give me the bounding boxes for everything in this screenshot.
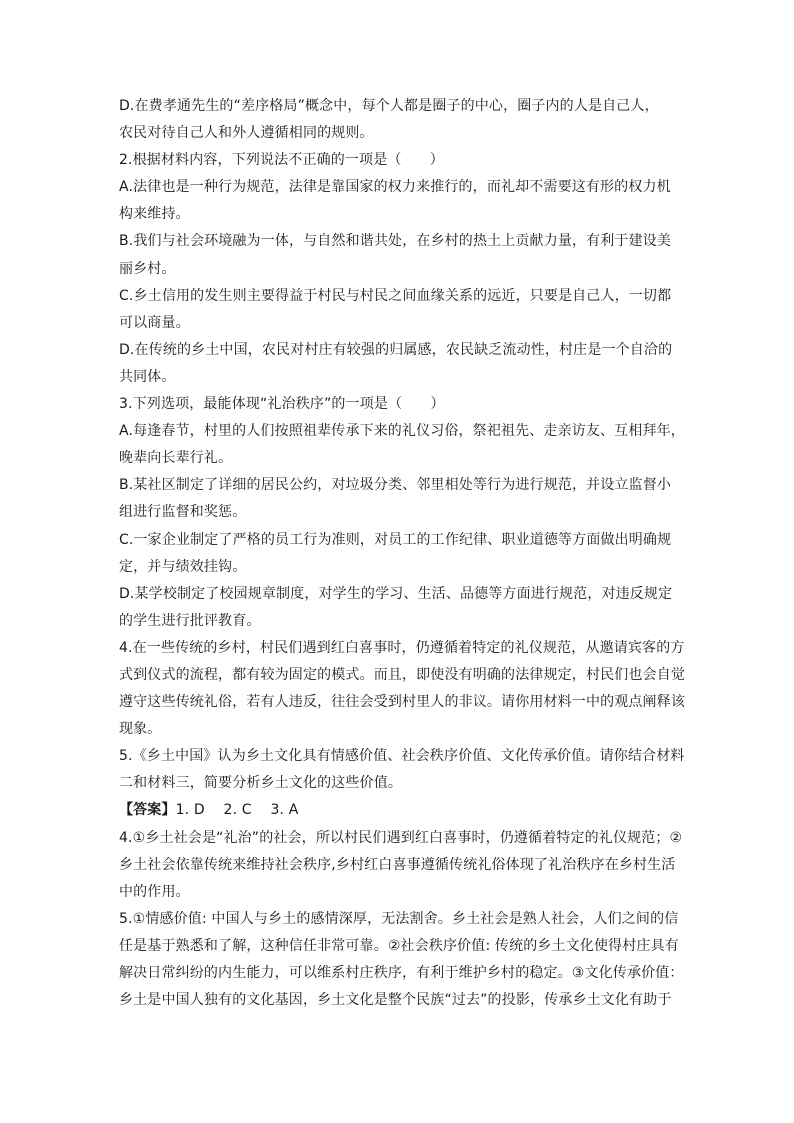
answer-key-line — [119, 797, 699, 824]
option-a: A.每逢春节，村里的人们按照祖辈传承下来的礼仪习俗，祭祀祖先、走亲访友、互相拜年， — [119, 423, 685, 440]
text-line: 乡土社会依靠传统来维持社会秩序,乡村红白喜事遵循传统礼俗体现了礼治秩序在乡村生活 — [119, 856, 676, 873]
text-line: 任是基于熟悉和了解，这种信任非常可靠。②社会秩序价值: 传统的乡土文化使得村庄具有 — [119, 937, 679, 954]
option-d: D.在传统的乡土中国，农民对村庄有较强的归属感，农民缺乏流动性，村庄是一个自洽的 — [119, 341, 673, 358]
text-line: 晚辈向长辈行礼。 — [119, 450, 233, 467]
text-line: 组进行监督和奖惩。 — [119, 504, 247, 521]
option-c: C.乡土信用的发生则主要得益于村民与村民之间血缘关系的远近，只要是自己人，一切都 — [119, 287, 672, 304]
answer-4-text: 4.①乡土社会是“礼治”的社会，所以村民们遇到红白喜事时，仍遵循着特定的礼仪规范；② — [119, 829, 683, 846]
text-line: 乡土是中国人独有的文化基因，乡土文化是整个民族“过去”的投影，传承乡土文化有助于 — [119, 992, 672, 1009]
text-line: 构来维持。 — [119, 206, 190, 223]
question-5-stem: 5.《乡土中国》认为乡土文化具有情感价值、社会秩序价值、文化传承价值。请你结合材料 — [119, 748, 685, 765]
question-3-stem: 3.下列选项，最能体现“礼治秩序”的一项是（ ） — [119, 396, 445, 413]
option-a: A.法律也是一种行为规范，法律是靠国家的权力来推行的，而礼却不需要这有形的权力机 — [119, 179, 671, 196]
text-line: 中的作用。 — [119, 883, 190, 900]
text-line: D.在费孝通先生的“差序格局”概念中，每个人都是圈子的中心，圈子内的人是自己人， — [119, 98, 659, 114]
text-line: 农民对待自己人和外人遵循相同的规则。 — [119, 125, 374, 142]
answer-choices: 1. D 2. C 3. A — [175, 802, 299, 819]
option-b: B.我们与社会环境融为一体，与自然和谐共处，在乡村的热土上贡献力量，有利于建设美 — [119, 233, 672, 250]
text-line: 丽乡村。 — [119, 260, 176, 277]
text-line: 解决日常纠纷的内生能力，可以维系村庄秩序，有利于维护乡村的稳定。③文化传承价值： — [119, 965, 684, 981]
answer-5-text: 5.①情感价值: 中国人与乡土的感情深厚，无法割舍。乡土社会是熟人社会，人们之间的信 — [119, 910, 679, 927]
text-line: 遵守这些传统礼俗，若有人违反，往往会受到村里人的非议。请你用材料一中的观点阐释该 — [119, 694, 685, 711]
text-line: 现象。 — [119, 721, 162, 738]
answer-label: 【答案】 — [119, 802, 176, 819]
option-c: C.一家企业制定了严格的员工行为准则，对员工的工作纪律、职业道德等方面做出明确规 — [119, 531, 672, 548]
option-b: B.某社区制定了详细的居民公约，对垃圾分类、邻里相处等行为进行规范，并设立监督小 — [119, 477, 672, 494]
text-line: 的学生进行批评教育。 — [119, 612, 261, 629]
text-line: 可以商量。 — [119, 314, 190, 331]
text-line: 共同体。 — [119, 368, 176, 385]
text-line: 定，并与绩效挂钩。 — [119, 558, 247, 575]
question-4-stem: 4.在一些传统的乡村，村民们遇到红白喜事时，仍遵循着特定的礼仪规范，从邀请宾客的方 — [119, 639, 685, 656]
document-page — [119, 93, 699, 1014]
question-2-stem: 2.根据材料内容，下列说法不正确的一项是（ ） — [119, 152, 444, 169]
text-line: 二和材料三，简要分析乡土文化的这些价值。 — [119, 775, 402, 792]
text-line: 式到仪式的流程，都有较为固定的模式。而且，即使没有明确的法律规定，村民们也会自觉 — [119, 666, 685, 683]
option-d: D.某学校制定了校园规章制度，对学生的学习、生活、品德等方面进行规范，对违反规定 — [119, 585, 673, 602]
